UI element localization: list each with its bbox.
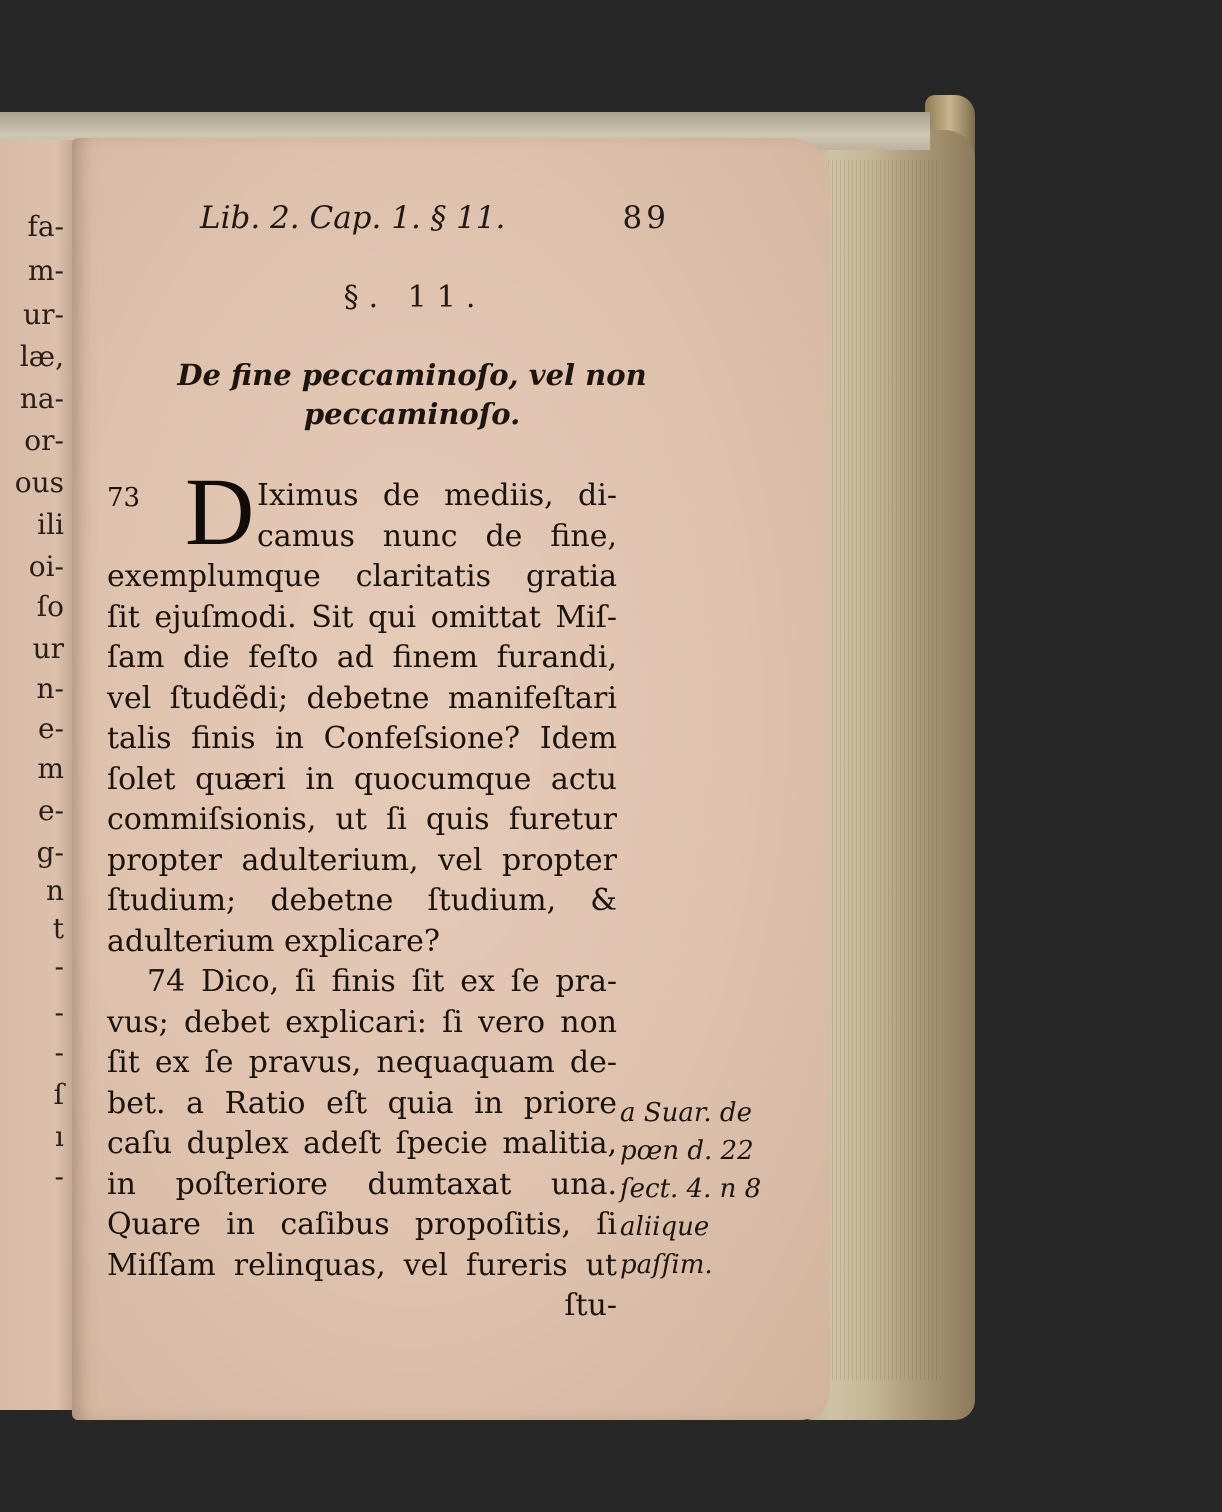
left-fragment: or- bbox=[24, 424, 64, 457]
left-fragment: ur- bbox=[23, 298, 64, 331]
section-mark: §. 11. bbox=[343, 280, 486, 315]
catchword: ſtu- bbox=[564, 1288, 617, 1323]
left-fragment: na- bbox=[19, 382, 64, 415]
left-fragment: e- bbox=[37, 794, 64, 827]
text-line: exemplumque claritatis gratia bbox=[107, 559, 617, 594]
text-line: ſit ejuſmodi. Sit qui omittat Miſ- bbox=[107, 599, 617, 635]
left-fragment: ſo bbox=[36, 590, 64, 623]
left-fragment: ili bbox=[37, 508, 64, 541]
running-head-title: Lib. 2. Cap. 1. § 11. bbox=[200, 200, 506, 236]
text-line: ſam die feſto ad finem furandi, bbox=[107, 640, 617, 675]
text-line: vus; debet explicari: ſi vero non bbox=[107, 1004, 617, 1040]
section-heading bbox=[132, 356, 692, 434]
left-fragment: e- bbox=[37, 712, 64, 745]
left-fragment: ous bbox=[14, 466, 64, 499]
page-number: 89 bbox=[622, 200, 670, 236]
left-fragment: - bbox=[54, 950, 64, 983]
text-line: vel ſtudẽdi; debetne manifeſtari bbox=[107, 680, 617, 716]
left-fragment: t bbox=[52, 912, 64, 945]
text-line-content: Iximus de mediis, di- bbox=[257, 478, 617, 513]
left-fragment: - bbox=[54, 1036, 64, 1069]
left-fragment: - bbox=[54, 1160, 64, 1193]
text-line: ſolet quæri in quocumque actu bbox=[107, 761, 617, 797]
paragraph-number: 73 bbox=[107, 483, 141, 513]
left-fragment: fa- bbox=[27, 210, 64, 243]
text-line: Quare in caſibus propoſitis, ſi bbox=[107, 1207, 617, 1242]
left-fragment: n- bbox=[36, 672, 64, 705]
text-line: commiſsionis, ut ſi quis furetur bbox=[107, 802, 617, 837]
marginal-note bbox=[620, 1094, 780, 1284]
left-fragment: læ, bbox=[19, 340, 64, 373]
text-line: in poſteriore dumtaxat una. bbox=[107, 1166, 617, 1202]
left-fragment: m bbox=[37, 752, 64, 785]
running-head bbox=[200, 200, 670, 240]
marginal-note-line: paſſim. bbox=[620, 1250, 713, 1280]
left-fragment: m- bbox=[27, 254, 64, 287]
marginal-note-line: a Suar. de bbox=[620, 1098, 752, 1128]
text-line: bet. a Ratio eſt quia in priore bbox=[107, 1085, 617, 1121]
left-fragment: ı bbox=[55, 1120, 64, 1153]
left-fragment: g- bbox=[36, 836, 64, 869]
marginal-note-line: pœn d. 22 bbox=[620, 1136, 754, 1166]
text-line: talis finis in Confeſsione? Idem bbox=[107, 721, 617, 756]
body-text bbox=[107, 476, 617, 1327]
marginal-note-line: ſect. 4. n 8 bbox=[620, 1174, 762, 1204]
text-line: caſu duplex adeſt ſpecie malitia, bbox=[107, 1126, 617, 1161]
section-heading-line: De fine peccaminoſo, vel non bbox=[177, 358, 647, 392]
left-fragment: - bbox=[54, 996, 64, 1029]
left-fragment: ſ bbox=[53, 1078, 64, 1111]
left-fragment: n bbox=[45, 874, 64, 907]
text-line: Miſſam relinquas, vel fureris ut bbox=[107, 1247, 617, 1283]
text-line: adulterium explicare? bbox=[107, 923, 440, 959]
section-heading-line: peccaminoſo. bbox=[303, 397, 521, 431]
text-line: camus nunc de fine, bbox=[257, 518, 617, 554]
text-line: 74 Dico, ſi finis ſit ex ſe pra- bbox=[147, 964, 617, 999]
marginal-note-line: aliique bbox=[620, 1212, 710, 1242]
text-line: ſtudium; debetne ſtudium, & bbox=[107, 883, 617, 918]
text-line: ſit ex ſe pravus, nequaquam de- bbox=[107, 1045, 617, 1080]
text-line bbox=[107, 476, 617, 517]
right-page bbox=[72, 138, 830, 1420]
left-fragment: oi- bbox=[28, 550, 64, 583]
drop-cap: D bbox=[185, 458, 255, 565]
left-fragment: ur bbox=[32, 632, 64, 665]
text-line: propter adulterium, vel propter bbox=[107, 842, 617, 878]
